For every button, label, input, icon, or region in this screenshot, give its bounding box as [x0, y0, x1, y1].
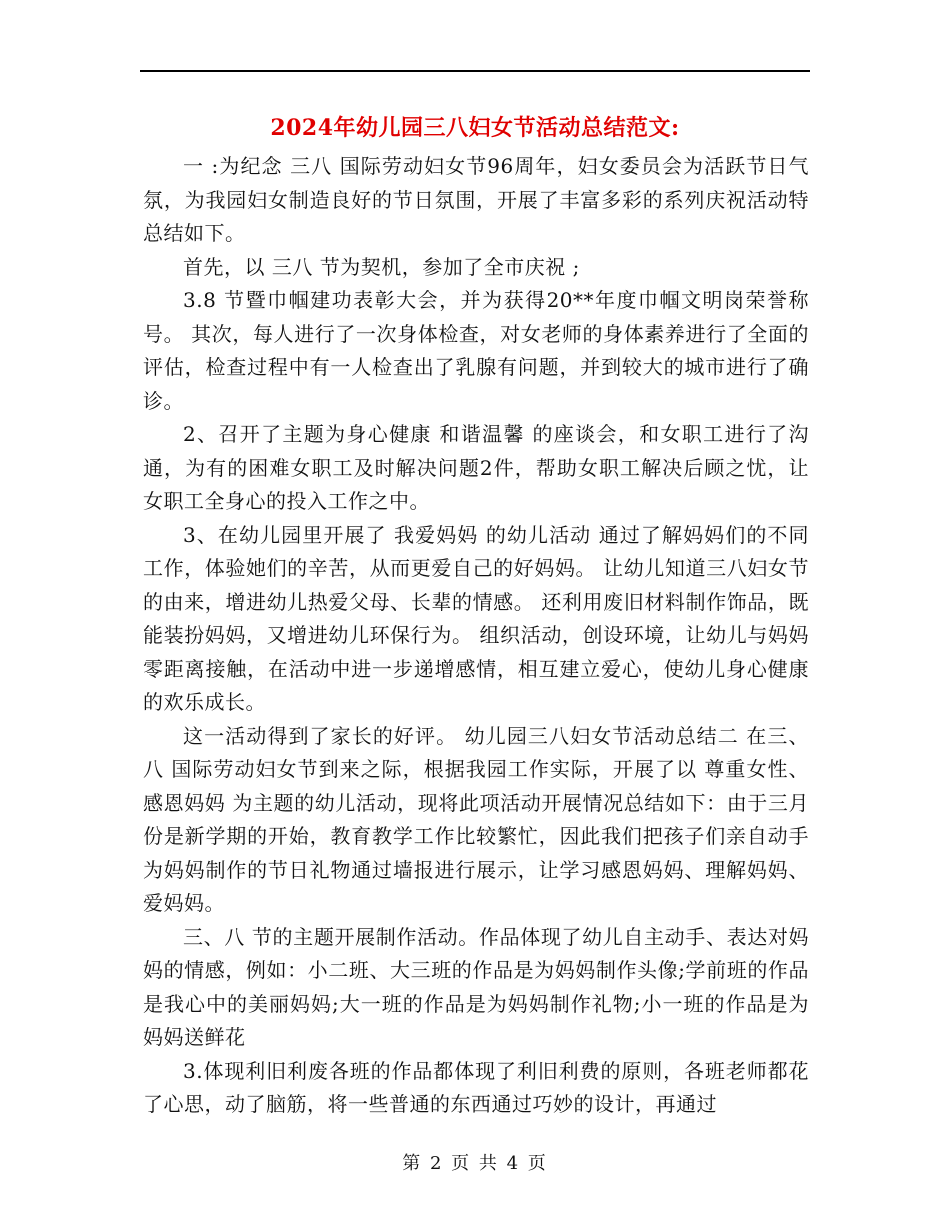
document-body	[143, 150, 809, 1122]
paragraph-8: 3.体现利旧利废各班的作品都体现了利旧利费的原则，各班老师都花了心思，动了脑筋，将一些普通的东西通过巧妙的设计，再通过	[143, 1058, 809, 1116]
paragraph-5: 3、在幼儿园里开展了 我爱妈妈 的幼儿活动 通过了解妈妈们的不同工作，体验她们的辛苦，从而更爱自己的好妈妈。 让幼儿知道三八妇女节的由来，增进幼儿热爱父母、长辈的情感。 还利用废旧材料制作饰品，既能装扮妈妈，又增进幼儿环保行为。 组织活动，创设环境，让幼儿与妈妈零距离接触，在活动中进一步递增感情，相互建立爱心，使幼儿身心健康的欢乐成长。	[143, 522, 809, 714]
document-title: 2024年幼儿园三八妇女节活动总结范文:	[270, 115, 680, 141]
page-number-footer: 第 2 页 共 4 页	[402, 1153, 548, 1174]
paragraph-7: 三、八 节的主题开展制作活动。作品体现了幼儿自主动手、表达对妈妈的情感，例如：小二班、大三班的作品是为妈妈制作头像;学前班的作品是我心中的美丽妈妈;大一班的作品是为妈妈制作礼物;小一班的作品是为妈妈送鲜花	[143, 924, 809, 1049]
paragraph-2: 首先，以 三八 节为契机，参加了全市庆祝 ;	[183, 254, 580, 279]
paragraph-1: 一 :为纪念 三八 国际劳动妇女节96周年，妇女委员会为活跃节日气氛，为我园妇女制造良好的节日氛围，开展了丰富多彩的系列庆祝活动特总结如下。	[143, 154, 809, 245]
header-rule	[140, 70, 810, 72]
paragraph-4: 2、召开了主题为身心健康 和谐温馨 的座谈会，和女职工进行了沟通，为有的困难女职工及时解决问题2件，帮助女职工解决后顾之忧，让女职工全身心的投入工作之中。	[143, 422, 809, 513]
paragraph-6: 这一活动得到了家长的好评。 幼儿园三八妇女节活动总结二 在三、八 国际劳动妇女节到来之际，根据我园工作实际，开展了以 尊重女性、感恩妈妈 为主题的幼儿活动，现将此项活动开展情况总结如下：由于三月份是新学期的开始，教育教学工作比较繁忙，因此我们把孩子们亲自动手为妈妈制作的节日礼物通过墙报进行展示，让学习感恩妈妈、理解妈妈、爱妈妈。	[143, 723, 809, 915]
paragraph-3: 3.8 节暨巾帼建功表彰大会，并为获得20**年度巾帼文明岗荣誉称号。 其次，每人进行了一次身体检查，对女老师的身体素养进行了全面的评估，检查过程中有一人检查出了乳腺有问题，并到较大的城市进行了确诊。	[143, 288, 809, 413]
